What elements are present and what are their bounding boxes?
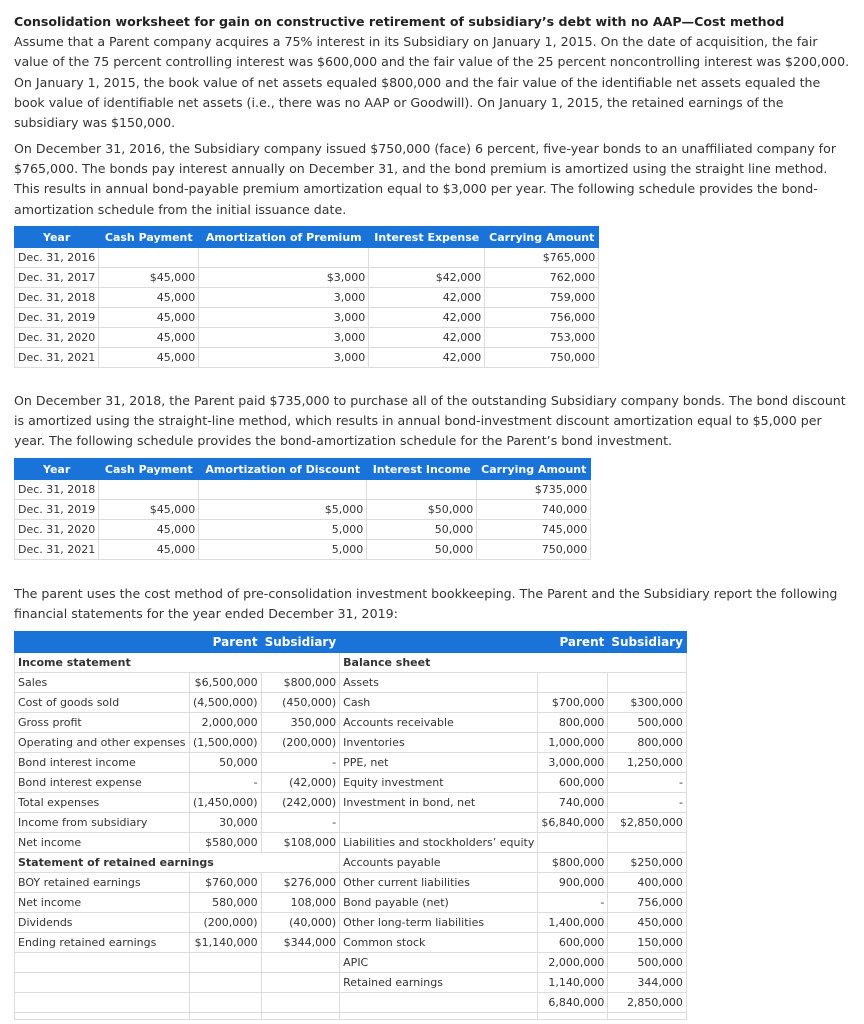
amount-cell bbox=[99, 480, 199, 500]
line-item-label: Ending retained earnings bbox=[15, 933, 190, 953]
line-item-label: Common stock bbox=[340, 933, 538, 953]
parent-amount bbox=[190, 973, 262, 993]
amount-cell: $45,000 bbox=[99, 500, 199, 520]
amount-cell: 45,000 bbox=[99, 308, 199, 328]
amount-cell: 753,000 bbox=[485, 328, 599, 348]
year-cell: Dec. 31, 2019 bbox=[15, 500, 99, 520]
amount-cell: 3,000 bbox=[199, 348, 369, 368]
column-header: Amortization of Premium bbox=[199, 227, 369, 248]
statement-row bbox=[15, 973, 687, 993]
statement-row bbox=[15, 733, 687, 753]
line-item-label: PPE, net bbox=[340, 753, 538, 773]
parent-amount: 50,000 bbox=[190, 753, 262, 773]
parent-amount: 600,000 bbox=[538, 933, 608, 953]
line-item-label: Total expenses bbox=[15, 793, 190, 813]
subsidiary-amount: 450,000 bbox=[608, 913, 687, 933]
subsidiary-header: Subsidiary bbox=[608, 632, 687, 653]
amount-cell: 45,000 bbox=[99, 348, 199, 368]
amount-cell: 45,000 bbox=[99, 288, 199, 308]
intro-paragraph-1 bbox=[14, 12, 850, 133]
column-header: Amortization of Discount bbox=[199, 459, 367, 480]
section-heading: Income statement bbox=[15, 653, 340, 673]
section-heading: Balance sheet bbox=[340, 653, 687, 673]
parent-amount: $6,500,000 bbox=[190, 673, 262, 693]
blank-header bbox=[340, 632, 538, 653]
parent-amount: - bbox=[190, 773, 262, 793]
parent-amount: - bbox=[538, 893, 608, 913]
line-item-label: Assets bbox=[340, 673, 538, 693]
parent-amount: 6,840,000 bbox=[538, 993, 608, 1013]
intro-paragraph-4: The parent uses the cost method of pre-consolidation investment bookkeeping. The Parent and the Subsidiary report the following financial statements for the year ended December 31, 2019: bbox=[14, 586, 838, 622]
amount-cell: 45,000 bbox=[99, 520, 199, 540]
statement-row bbox=[15, 933, 687, 953]
subsidiary-amount: 344,000 bbox=[608, 973, 687, 993]
amount-cell: 50,000 bbox=[367, 520, 477, 540]
table-row bbox=[15, 348, 599, 368]
problem-title: Consolidation worksheet for gain on constructive retirement of subsidiary’s debt with no AAP—Cost method bbox=[14, 14, 785, 29]
bond-investment-schedule bbox=[14, 458, 591, 560]
line-item-label: Net income bbox=[15, 893, 190, 913]
statement-row bbox=[15, 813, 687, 833]
amount-cell: 50,000 bbox=[367, 540, 477, 560]
subsidiary-amount: - bbox=[608, 793, 687, 813]
table-row bbox=[15, 540, 591, 560]
column-header: Carrying Amount bbox=[477, 459, 591, 480]
line-item-label: Accounts receivable bbox=[340, 713, 538, 733]
column-header: Cash Payment bbox=[99, 227, 199, 248]
parent-amount: $580,000 bbox=[190, 833, 262, 853]
column-header: Cash Payment bbox=[99, 459, 199, 480]
line-item-label: Gross profit bbox=[15, 713, 190, 733]
subsidiary-amount: 800,000 bbox=[608, 733, 687, 753]
financial-statements-header-row bbox=[15, 632, 687, 653]
statement-row bbox=[15, 833, 687, 853]
statement-row bbox=[15, 893, 687, 913]
subsidiary-amount: $250,000 bbox=[608, 853, 687, 873]
statement-row bbox=[15, 913, 687, 933]
statement-row bbox=[15, 853, 687, 873]
intro-paragraph-2: On December 31, 2016, the Subsidiary company issued $750,000 (face) 6 percent, five-year bonds to an unaffiliated company for $765,000. The bonds pay interest annually on December 31, and the bond premium is amortized using the straight line method. This results in annual bond-payable premium amortization equal to $3,000 per year. The following schedule provides the bond-amortization schedule from the initial issuance date. bbox=[14, 141, 837, 217]
table-row bbox=[15, 248, 599, 268]
statement-row bbox=[15, 713, 687, 733]
table-row bbox=[15, 328, 599, 348]
amount-cell: 42,000 bbox=[369, 288, 485, 308]
line-item-label: Investment in bond, net bbox=[340, 793, 538, 813]
subsidiary-amount bbox=[261, 973, 340, 993]
line-item-label: Bond interest income bbox=[15, 753, 190, 773]
amount-cell: $3,000 bbox=[199, 268, 369, 288]
amount-cell: 42,000 bbox=[369, 328, 485, 348]
blank-header bbox=[15, 632, 190, 653]
subsidiary-amount: $800,000 bbox=[261, 673, 340, 693]
amount-cell: 750,000 bbox=[477, 540, 591, 560]
empty-cell bbox=[15, 1013, 190, 1020]
amount-cell: 3,000 bbox=[199, 328, 369, 348]
parent-amount: (1,500,000) bbox=[190, 733, 262, 753]
subsidiary-amount: 108,000 bbox=[261, 893, 340, 913]
subsidiary-amount: (42,000) bbox=[261, 773, 340, 793]
subsidiary-amount: 350,000 bbox=[261, 713, 340, 733]
subsidiary-amount: $2,850,000 bbox=[608, 813, 687, 833]
parent-amount: 30,000 bbox=[190, 813, 262, 833]
subsidiary-amount: $108,000 bbox=[261, 833, 340, 853]
subsidiary-amount: $344,000 bbox=[261, 933, 340, 953]
statement-row bbox=[15, 653, 687, 673]
amount-cell: 750,000 bbox=[485, 348, 599, 368]
year-cell: Dec. 31, 2018 bbox=[15, 288, 99, 308]
line-item-label bbox=[15, 973, 190, 993]
subsidiary-amount: (40,000) bbox=[261, 913, 340, 933]
statement-row bbox=[15, 873, 687, 893]
year-cell: Dec. 31, 2016 bbox=[15, 248, 99, 268]
amount-cell: 3,000 bbox=[199, 288, 369, 308]
amount-cell: 740,000 bbox=[477, 500, 591, 520]
statement-row bbox=[15, 793, 687, 813]
parent-amount: (200,000) bbox=[190, 913, 262, 933]
amount-cell: 5,000 bbox=[199, 520, 367, 540]
column-header: Year bbox=[15, 459, 99, 480]
amount-cell: $45,000 bbox=[99, 268, 199, 288]
year-cell: Dec. 31, 2017 bbox=[15, 268, 99, 288]
parent-amount: 800,000 bbox=[538, 713, 608, 733]
line-item-label: Liabilities and stockholders’ equity bbox=[340, 833, 538, 853]
amount-cell: 45,000 bbox=[99, 328, 199, 348]
parent-amount: 1,000,000 bbox=[538, 733, 608, 753]
table-row bbox=[15, 268, 599, 288]
table-row bbox=[15, 500, 591, 520]
parent-header: Parent bbox=[538, 632, 608, 653]
empty-cell bbox=[340, 1013, 538, 1020]
subsidiary-amount: - bbox=[608, 773, 687, 793]
year-cell: Dec. 31, 2018 bbox=[15, 480, 99, 500]
amount-cell: $50,000 bbox=[367, 500, 477, 520]
subsidiary-amount: 2,850,000 bbox=[608, 993, 687, 1013]
line-item-label: Cost of goods sold bbox=[15, 693, 190, 713]
line-item-label: Dividends bbox=[15, 913, 190, 933]
line-item-label bbox=[340, 813, 538, 833]
bond-payable-header-row bbox=[15, 227, 599, 248]
parent-amount: 3,000,000 bbox=[538, 753, 608, 773]
table-row bbox=[15, 288, 599, 308]
line-item-label: BOY retained earnings bbox=[15, 873, 190, 893]
subsidiary-amount bbox=[608, 833, 687, 853]
amount-cell: 5,000 bbox=[199, 540, 367, 560]
amount-cell: 745,000 bbox=[477, 520, 591, 540]
parent-amount: (4,500,000) bbox=[190, 693, 262, 713]
subsidiary-amount: - bbox=[261, 753, 340, 773]
bond-payable-schedule bbox=[14, 226, 599, 368]
bond-investment-header-row bbox=[15, 459, 591, 480]
amount-cell bbox=[367, 480, 477, 500]
amount-cell: $42,000 bbox=[369, 268, 485, 288]
parent-amount: 1,140,000 bbox=[538, 973, 608, 993]
line-item-label: Net income bbox=[15, 833, 190, 853]
statement-bottom-row bbox=[15, 1013, 687, 1020]
subsidiary-amount: 1,250,000 bbox=[608, 753, 687, 773]
subsidiary-amount: (450,000) bbox=[261, 693, 340, 713]
empty-cell bbox=[538, 1013, 608, 1020]
line-item-label bbox=[340, 993, 538, 1013]
empty-cell bbox=[608, 1013, 687, 1020]
line-item-label bbox=[15, 953, 190, 973]
amount-cell bbox=[369, 248, 485, 268]
line-item-label: Operating and other expenses bbox=[15, 733, 190, 753]
year-cell: Dec. 31, 2020 bbox=[15, 520, 99, 540]
parent-amount: $6,840,000 bbox=[538, 813, 608, 833]
subsidiary-amount: 500,000 bbox=[608, 713, 687, 733]
intro-paragraph-3: On December 31, 2018, the Parent paid $735,000 to purchase all of the outstanding Subsidiary company bonds. The bond discount is amortized using the straight-line method, which results in annual bond-investment discount amortization equal to $5,000 per year. The following schedule provides the bond-amortization schedule for the Parent’s bond investment. bbox=[14, 393, 846, 449]
line-item-label: Other long-term liabilities bbox=[340, 913, 538, 933]
line-item-label: Retained earnings bbox=[340, 973, 538, 993]
line-item-label: Equity investment bbox=[340, 773, 538, 793]
line-item-label: Other current liabilities bbox=[340, 873, 538, 893]
parent-amount bbox=[538, 673, 608, 693]
statement-row bbox=[15, 993, 687, 1013]
amount-cell bbox=[199, 248, 369, 268]
subsidiary-amount: 150,000 bbox=[608, 933, 687, 953]
amount-cell bbox=[199, 480, 367, 500]
parent-amount: $700,000 bbox=[538, 693, 608, 713]
parent-amount bbox=[190, 953, 262, 973]
subsidiary-amount: $276,000 bbox=[261, 873, 340, 893]
subsidiary-amount bbox=[608, 673, 687, 693]
subsidiary-amount: 500,000 bbox=[608, 953, 687, 973]
amount-cell: $735,000 bbox=[477, 480, 591, 500]
amount-cell: 42,000 bbox=[369, 348, 485, 368]
amount-cell: 42,000 bbox=[369, 308, 485, 328]
empty-cell bbox=[261, 1013, 340, 1020]
statement-row bbox=[15, 953, 687, 973]
subsidiary-amount: - bbox=[261, 813, 340, 833]
amount-cell: 3,000 bbox=[199, 308, 369, 328]
table-row bbox=[15, 480, 591, 500]
parent-amount: 580,000 bbox=[190, 893, 262, 913]
statement-row bbox=[15, 673, 687, 693]
amount-cell: 762,000 bbox=[485, 268, 599, 288]
line-item-label bbox=[15, 993, 190, 1013]
amount-cell: 45,000 bbox=[99, 540, 199, 560]
intro-text-1: Assume that a Parent company acquires a 75% interest in its Subsidiary on January 1, 2015. On the date of acquisition, the fair value of the 75 percent controlling interest was $600,000 and the fair value of the 25 percent noncontrolling interest was $200,000. On January 1, 2015, the book value of net assets equaled $800,000 and the fair value of the identifiable net assets equaled the book value of identifiable net assets (i.e., there was no AAP or Goodwill). On January 1, 2015, the retained earnings of the subsidiary was $150,000. bbox=[14, 34, 850, 131]
line-item-label: Sales bbox=[15, 673, 190, 693]
statement-row bbox=[15, 773, 687, 793]
year-cell: Dec. 31, 2020 bbox=[15, 328, 99, 348]
line-item-label: Inventories bbox=[340, 733, 538, 753]
parent-amount: $800,000 bbox=[538, 853, 608, 873]
subsidiary-amount: $300,000 bbox=[608, 693, 687, 713]
parent-amount: 600,000 bbox=[538, 773, 608, 793]
subsidiary-amount bbox=[261, 993, 340, 1013]
financial-statements-table bbox=[14, 631, 687, 1020]
column-header: Interest Expense bbox=[369, 227, 485, 248]
parent-amount: 900,000 bbox=[538, 873, 608, 893]
statement-row bbox=[15, 753, 687, 773]
subsidiary-amount: 400,000 bbox=[608, 873, 687, 893]
amount-cell: 756,000 bbox=[485, 308, 599, 328]
table-row bbox=[15, 308, 599, 328]
parent-amount: 2,000,000 bbox=[538, 953, 608, 973]
amount-cell: $5,000 bbox=[199, 500, 367, 520]
empty-cell bbox=[190, 1013, 262, 1020]
parent-amount: (1,450,000) bbox=[190, 793, 262, 813]
subsidiary-amount: (200,000) bbox=[261, 733, 340, 753]
line-item-label: Cash bbox=[340, 693, 538, 713]
line-item-label: Accounts payable bbox=[340, 853, 538, 873]
subsidiary-amount: (242,000) bbox=[261, 793, 340, 813]
line-item-label: APIC bbox=[340, 953, 538, 973]
parent-amount bbox=[190, 993, 262, 1013]
table-row bbox=[15, 520, 591, 540]
column-header: Year bbox=[15, 227, 99, 248]
parent-amount: 1,400,000 bbox=[538, 913, 608, 933]
parent-amount: $1,140,000 bbox=[190, 933, 262, 953]
parent-amount: 2,000,000 bbox=[190, 713, 262, 733]
line-item-label: Income from subsidiary bbox=[15, 813, 190, 833]
year-cell: Dec. 31, 2021 bbox=[15, 348, 99, 368]
year-cell: Dec. 31, 2019 bbox=[15, 308, 99, 328]
subsidiary-amount bbox=[261, 953, 340, 973]
line-item-label: Bond payable (net) bbox=[340, 893, 538, 913]
column-header: Interest Income bbox=[367, 459, 477, 480]
line-item-label: Bond interest expense bbox=[15, 773, 190, 793]
parent-amount: $760,000 bbox=[190, 873, 262, 893]
parent-amount bbox=[538, 833, 608, 853]
subsidiary-header: Subsidiary bbox=[261, 632, 340, 653]
amount-cell bbox=[99, 248, 199, 268]
parent-header: Parent bbox=[190, 632, 262, 653]
statement-row bbox=[15, 693, 687, 713]
parent-amount: 740,000 bbox=[538, 793, 608, 813]
column-header: Carrying Amount bbox=[485, 227, 599, 248]
amount-cell: $765,000 bbox=[485, 248, 599, 268]
section-heading: Statement of retained earnings bbox=[15, 853, 340, 873]
amount-cell: 759,000 bbox=[485, 288, 599, 308]
subsidiary-amount: 756,000 bbox=[608, 893, 687, 913]
year-cell: Dec. 31, 2021 bbox=[15, 540, 99, 560]
